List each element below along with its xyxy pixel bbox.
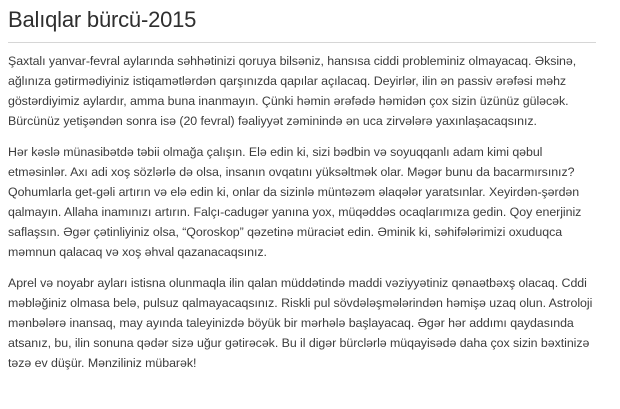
article-title: Balıqlar bürcü-2015 — [8, 7, 197, 32]
title-divider — [8, 42, 596, 43]
article — [8, 0, 612, 384]
article-paragraph: Hər kəslə münasibətdə təbii olmağa çalışın. Elə edin ki, sizi bədbin və soyuqqanlı adam kimi qəbul etməsinlər. Axı adi xoş sözlərlə də olsa, insanın ovqatını yüksəltmək olar. Məgər bunu da bacarmırsınız? Qohumlarla get-gəli artırın və elə edin ki, onlar da sizinlə müntəzəm əlaqələr yaratsınlar. Xeyirdən-şərdən qalmayın. Allaha inamınızı artırın. Falçı-cadugər yanına yox, müqəddəs ocaqlarımıza gedin. Qoy enerjiniz saflaşsın. Əgər çətinliyiniz olsa, “Qoroskop” qəzetinə müraciət edin. Əminik ki, səhifələrimizi oxuduqca məmnun qalacaq və xoş əhval qazanacaqsınız. — [8, 145, 582, 259]
article-paragraph: Şaxtalı yanvar-fevral aylarında səhhətinizi qoruya bilsəniz, hansısa ciddi probleminiz olmayacaq. Əksinə, ağlınıza gətirmədiyiniz istiqamətlərdən qarşınızda qapılar açılacaq. Deyirlər, ilin ən passiv ərəfəsi məhz göstərdiyimiz aylardır, amma buna inanmayın. Çünki həmin ərəfədə həmidən çox sizin üzünüz güləcək. Bürcünüz yetişəndən sonra isə (20 fevral) fəaliyyət zəminində ən uca zirvələrə yaxınlaşacaqsınız. — [8, 54, 577, 128]
article-paragraph: Aprel və noyabr ayları istisna olunmaqla ilin qalan müddətində maddi vəziyyətiniz qənaətbəxş olacaq. Cddi məbləğiniz olmasa belə, pulsuz qalmayacaqsınız. Riskli pul sövdələşmələrindən həmişə uzaq olun. Astroloji mənbələrə inansaq, may ayında taleyinizdə böyük bir mərhələ başlayacaq. Əgər hər addımı qaydasında atsanız, bu, ilin sonuna qədər sizə uğur gətirəcək. Bu il digər bürclərlə müqayisədə daha çox sizin bəxtinizə təzə ev düşür. Mənziliniz mübarək! — [8, 276, 593, 370]
